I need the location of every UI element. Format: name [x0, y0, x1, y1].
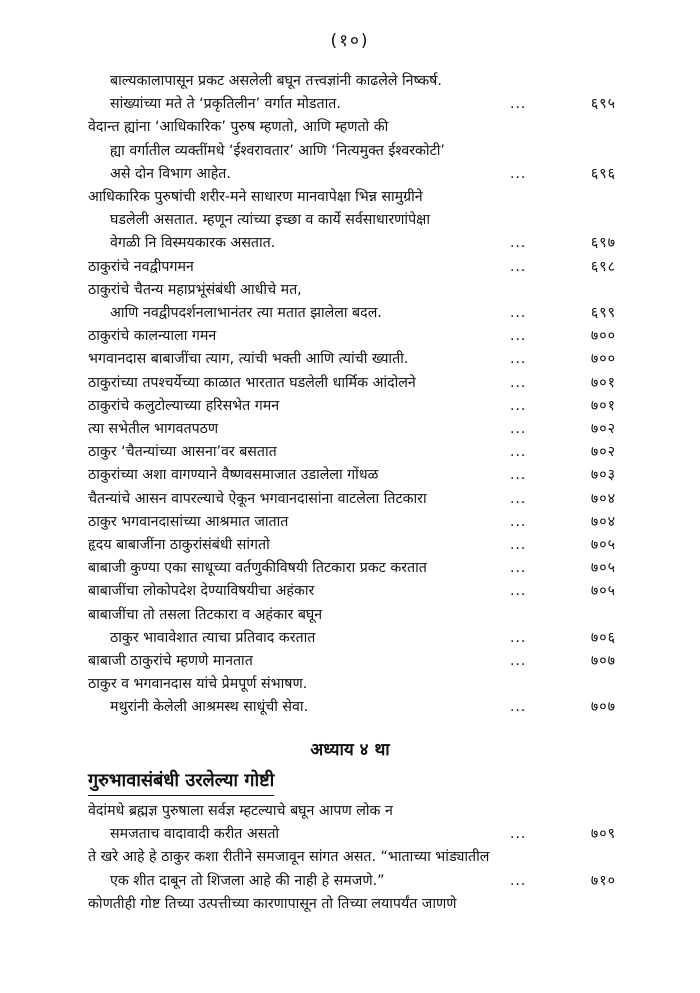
- toc-entry-line: ते खरे आहे हे ठाकुर कशा रीतीने समजावून सांगत असत. “भाताच्या भांड्यातील: [88, 849, 490, 866]
- leader-dots: ...: [510, 583, 527, 600]
- toc-entry-line: ठाकुरांच्या अशा वागण्याने वैष्णवसमाजात उडालेला गोंधळ: [88, 467, 379, 484]
- toc-entry: [88, 279, 616, 325]
- toc-entry-line: असे दोन विभाग आहेत.: [110, 165, 231, 182]
- leader-dots: ...: [510, 235, 527, 252]
- toc-entry: [88, 604, 616, 650]
- toc-entry-line: कोणतीही गोष्ट तिच्या उत्पत्तीच्या कारणापासून तो तिच्या लयापर्यंत जाणणे: [88, 895, 457, 912]
- toc-page-number: ७०३: [590, 467, 616, 484]
- toc-entry-line: त्या सभेतील भागवतपठण: [88, 421, 219, 438]
- leader-dots: ...: [510, 560, 527, 577]
- toc-page-number: ६९८: [590, 258, 616, 275]
- toc-entry: [88, 348, 616, 371]
- toc-page-number: ७००: [590, 351, 616, 368]
- leader-dots: ...: [510, 165, 527, 182]
- toc-entry-line: घडलेली असतात. म्हणून त्यांच्या इच्छा व कार्ये सर्वसाधारणांपेक्षा: [110, 212, 431, 229]
- toc-page-number: ७०२: [590, 444, 616, 461]
- toc-entry-line: बाबाजींचा लोकोपदेश देण्याविषयीचा अहंकार: [88, 583, 315, 600]
- leader-dots: ...: [510, 629, 527, 646]
- toc-page-number: ७०५: [590, 583, 616, 600]
- toc-entry: [88, 580, 616, 603]
- toc-page-number: ७०२: [590, 421, 616, 438]
- toc-entry-line: ठाकुरांचे नवद्वीपगमन: [88, 258, 194, 275]
- toc-page-number: ६९९: [590, 305, 616, 322]
- section-title: गुरुभावासंबंधी उरलेल्या गोष्टी: [88, 768, 274, 796]
- toc-entry-line: ठाकुर ‘चैतन्यांच्या आसना’वर बसतात: [88, 444, 277, 461]
- leader-dots: ...: [510, 513, 527, 530]
- toc-entry-line: एक शीत दाबून तो शिजला आहे की नाही हे समजणे.”: [110, 872, 385, 889]
- toc-entry-line: मथुरांनी केलेली आश्रमस्थ साधूंची सेवा.: [110, 699, 309, 716]
- toc-entry-line: आधिकारिक पुरुषांची शरीर-मने साधारण मानवापेक्षा भिन्न सामुग्रीने: [88, 189, 423, 206]
- toc-page-number: ७०१: [590, 374, 616, 391]
- toc-entry: [88, 534, 616, 557]
- toc-entry: [88, 256, 616, 279]
- toc-page-number: ७०९: [590, 826, 616, 843]
- leader-dots: ...: [510, 305, 527, 322]
- toc-entry-line: ठाकुरांच्या तपश्चर्येच्या काळात भारतात घडलेली धार्मिक आंदोलने: [88, 374, 416, 391]
- leader-dots: ...: [510, 872, 527, 889]
- toc-page-number: ७०५: [590, 560, 616, 577]
- toc-entry-line: वेदांमधे ब्रह्मज्ञ पुरुषाला सर्वज्ञ म्हटल्याचे बघून आपण लोक न: [88, 803, 393, 819]
- leader-dots: ...: [510, 258, 527, 275]
- toc-entry-line: बाबाजी कुण्या एका साधूच्या वर्तणुकीविषयी तिटकारा प्रकट करतात: [88, 560, 427, 577]
- leader-dots: ...: [510, 653, 527, 670]
- leader-dots: ...: [510, 537, 527, 554]
- toc-entry: [88, 325, 616, 348]
- leader-dots: ...: [510, 374, 527, 391]
- toc-entry-line: ठाकुर भावावेशात त्याचा प्रतिवाद करतात: [110, 629, 316, 646]
- toc-entry: [88, 800, 616, 846]
- leader-dots: ...: [510, 444, 527, 461]
- toc-entry-line: बाबाजींचा तो तसला तिटकारा व अहंकार बघून: [88, 606, 323, 623]
- toc-page-number: ६९७: [590, 235, 616, 252]
- leader-dots: ...: [510, 467, 527, 484]
- toc-entry-line: वेदान्त ह्यांना ‘आधिकारिक’ पुरुष म्हणतो, आणि म्हणतो की: [88, 119, 389, 136]
- toc-entry-line: समजताच वादावादी करीत असतो: [110, 826, 280, 843]
- toc-entry: [88, 893, 608, 916]
- toc-entry-line: ठाकुर व भगवानदास यांचे प्रेमपूर्ण संभाषण.: [88, 676, 308, 693]
- toc-entry-line: ठाकुरांचे कलुटोल्याच्या हरिसभेत गमन: [88, 397, 280, 414]
- toc-entry: [88, 511, 616, 534]
- leader-dots: ...: [510, 826, 527, 843]
- toc-entry: [88, 846, 616, 892]
- toc-entry: [88, 488, 616, 511]
- leader-dots: ...: [510, 328, 527, 345]
- toc-entry: [88, 441, 616, 464]
- contents-list-continued: [88, 800, 616, 916]
- leader-dots: ...: [510, 490, 527, 507]
- toc-entry-line: बाबाजी ठाकुरांचे म्हणणे मानतात: [88, 653, 253, 670]
- toc-entry-line: वेगळी नि विस्मयकारक असतात.: [110, 235, 276, 252]
- leader-dots: ...: [510, 421, 527, 438]
- toc-entry-line: ह्या वर्गातील व्यक्तींमधे ‘ईश्वरावतार’ आणि ‘नित्यमुक्त ईश्वरकोटी’: [110, 142, 445, 159]
- toc-page-number: ७००: [590, 328, 616, 345]
- toc-entry: [88, 673, 616, 719]
- toc-entry-line: बाल्यकालापासून प्रकट असलेली बघून तत्त्वज्ञांनी काढलेले निष्कर्ष.: [110, 73, 442, 89]
- leader-dots: ...: [510, 397, 527, 414]
- toc-entry-line: ठाकुरांचे कालन्याला गमन: [88, 328, 217, 345]
- toc-entry-line: हृदय बाबाजींना ठाकुरांसंबंधी सांगतो: [88, 537, 270, 554]
- chapter-heading: अध्याय ४ था: [310, 740, 390, 760]
- toc-page-number: ७०१: [590, 397, 616, 414]
- toc-page-number: ७०५: [590, 537, 616, 554]
- leader-dots: ...: [510, 699, 527, 716]
- toc-entry: [88, 186, 616, 256]
- toc-page-number: ६९५: [590, 96, 616, 113]
- toc-page-number: ७१०: [590, 872, 616, 889]
- toc-entry-line: चैतन्यांचे आसन वापरल्याचे ऐकून भगवानदासांना वाटलेला तिटकारा: [88, 490, 427, 507]
- toc-page-number: ७०४: [590, 490, 616, 507]
- toc-entry-line: भगवानदास बाबाजींचा त्याग, त्यांची भक्ती आणि त्यांची ख्याती.: [88, 351, 409, 368]
- toc-entry-line: ठाकुर भगवानदासांच्या आश्रमात जातात: [88, 513, 289, 530]
- toc-page-number: ७०६: [590, 629, 616, 646]
- toc-entry: [88, 418, 616, 441]
- leader-dots: ...: [510, 96, 527, 113]
- toc-page-number: ६९६: [590, 165, 616, 182]
- toc-page-number: ७०७: [590, 699, 616, 716]
- toc-entry-line: सांख्यांच्या मते ते ‘प्रकृतिलीन’ वर्गात मोडतात.: [110, 96, 341, 113]
- toc-page-number: ७०७: [590, 653, 616, 670]
- page-number: (१०): [330, 31, 370, 51]
- toc-entry: [88, 464, 616, 487]
- toc-entry: [88, 70, 616, 116]
- toc-entry-line: आणि नवद्वीपदर्शनलाभानंतर त्या मतात झालेला बदल.: [110, 305, 382, 322]
- toc-entry: [88, 116, 616, 186]
- contents-list: [88, 70, 616, 720]
- toc-entry-line: ठाकुरांचे चैतन्य महाप्रभूंसंबंधी आधीचे मत,: [88, 281, 302, 298]
- toc-page-number: ७०४: [590, 513, 616, 530]
- toc-entry: [88, 372, 616, 395]
- toc-entry: [88, 557, 616, 580]
- toc-entry: [88, 650, 616, 673]
- toc-entry: [88, 395, 616, 418]
- leader-dots: ...: [510, 351, 527, 368]
